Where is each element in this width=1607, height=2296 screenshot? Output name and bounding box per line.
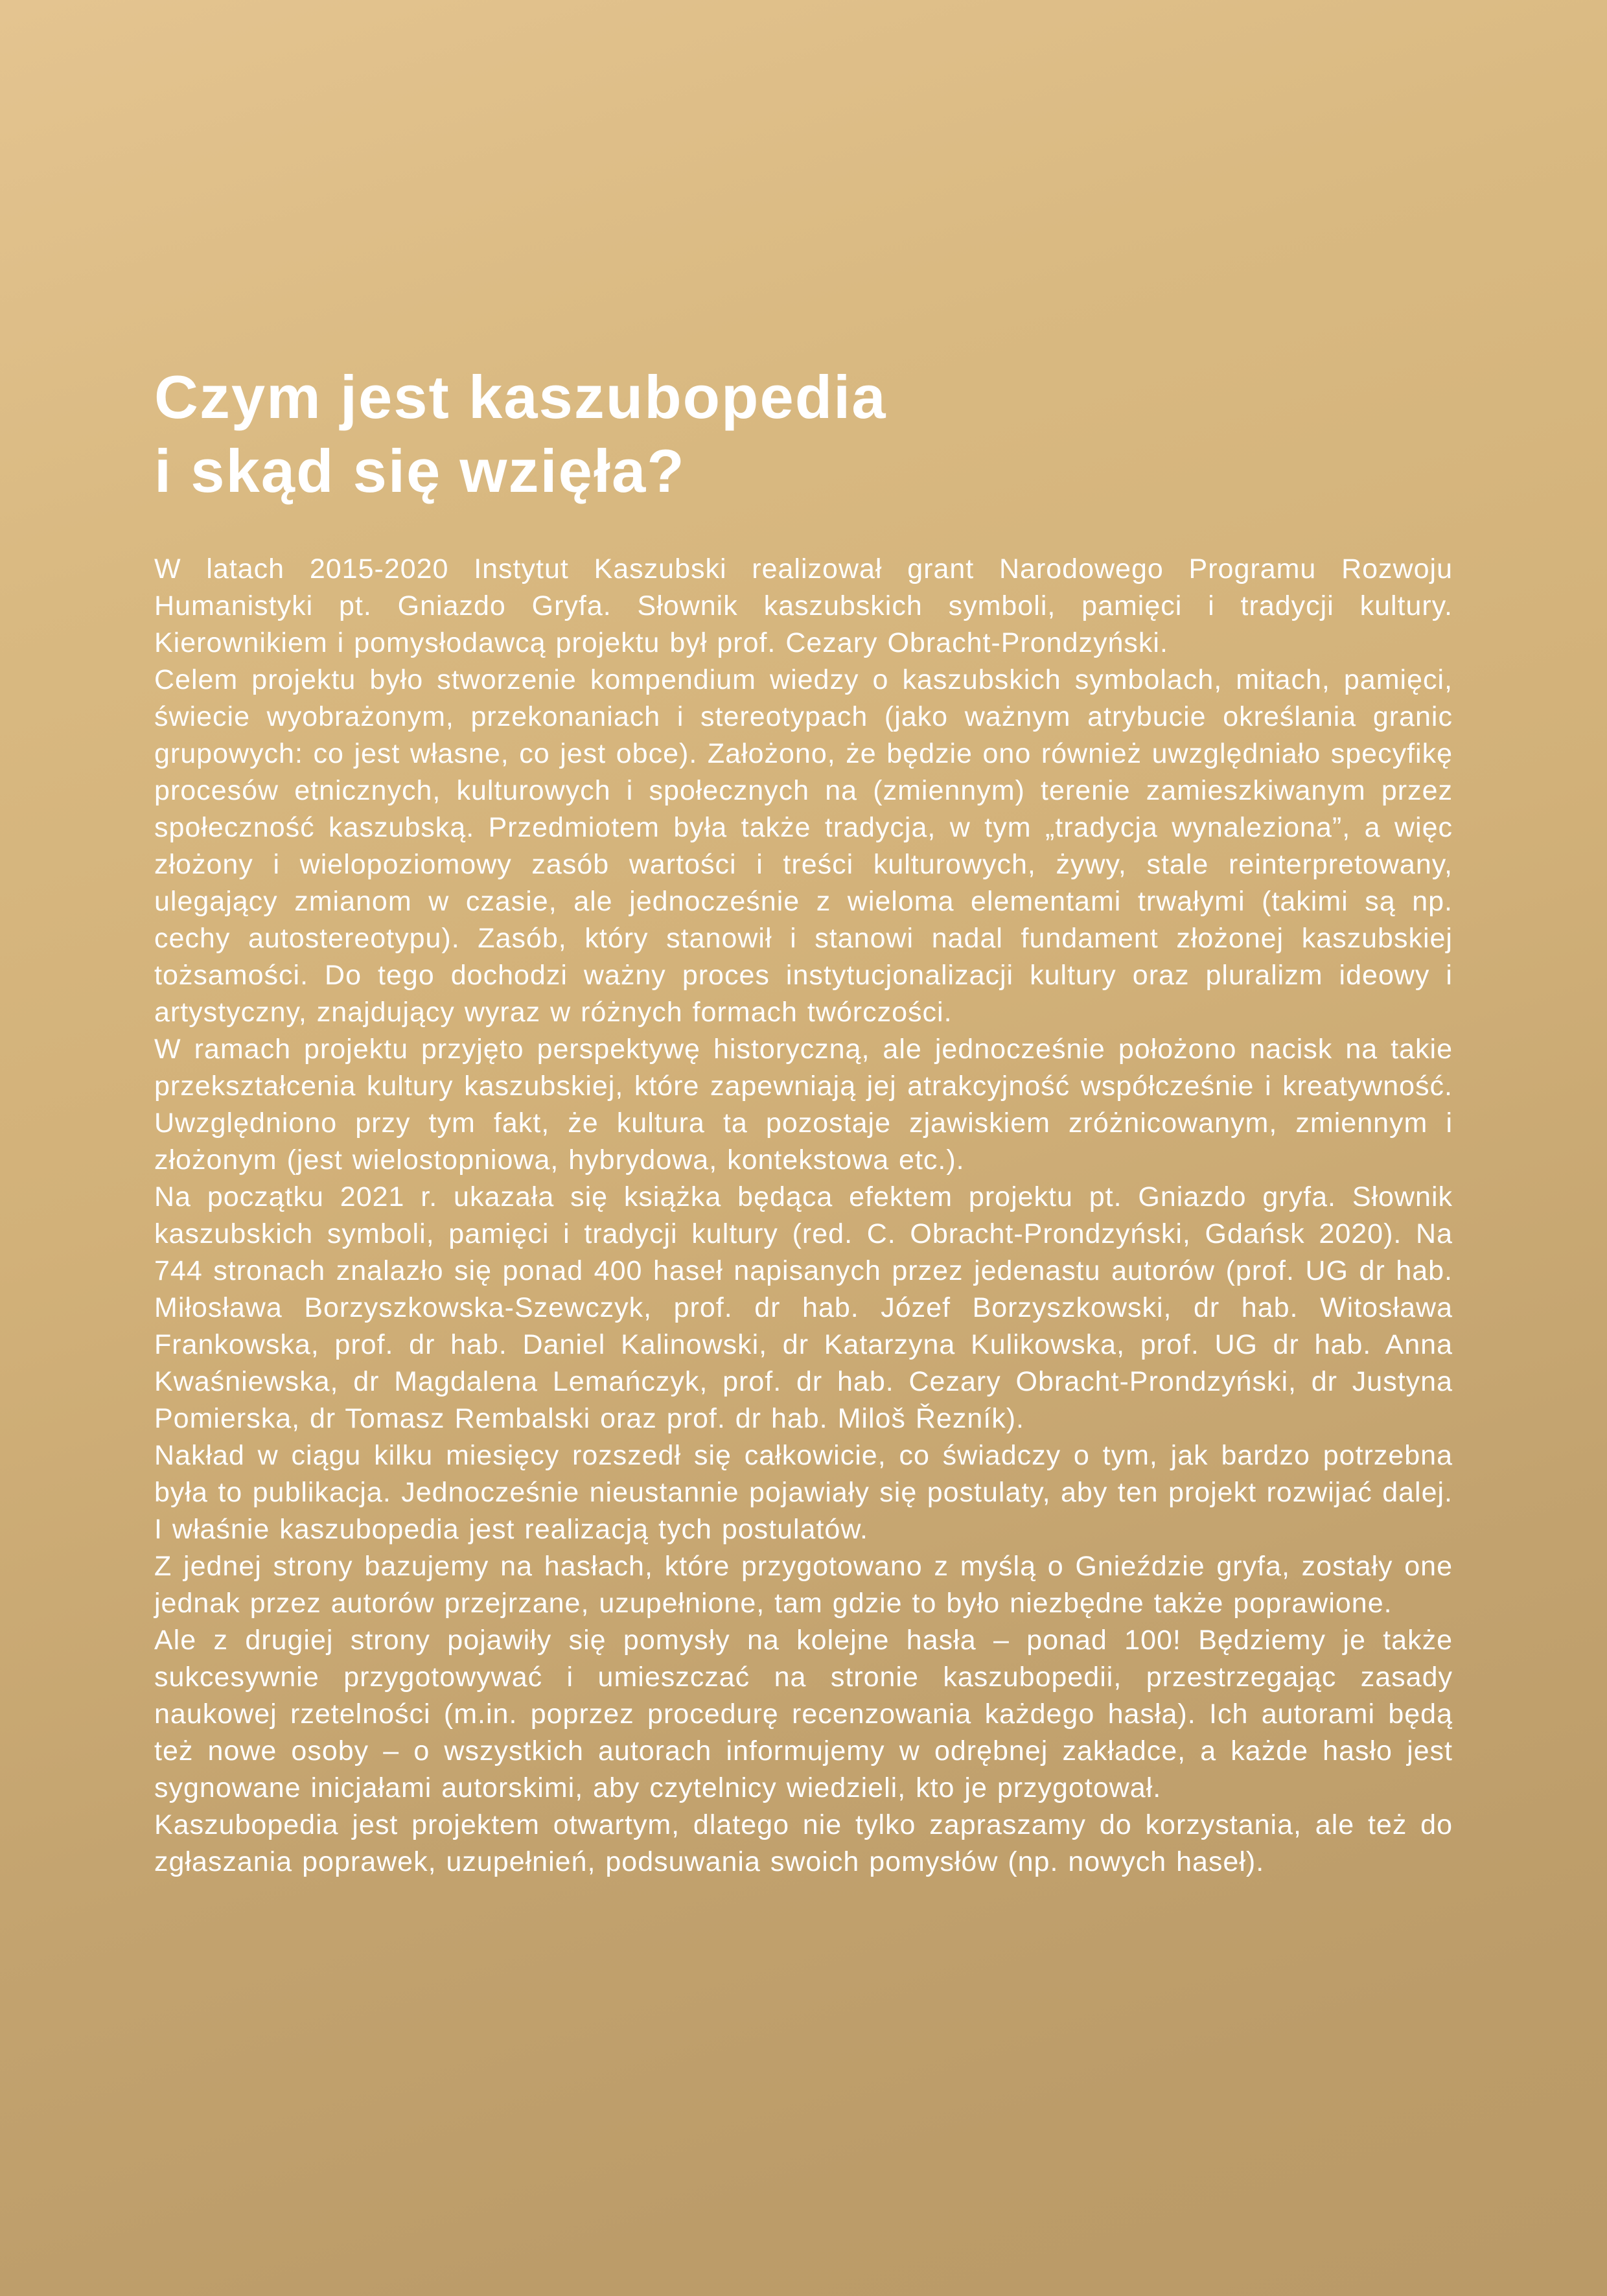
page-title-line-2: i skąd się wzięła? [154,437,686,505]
body-paragraph: W ramach projektu przyjęto perspektywę historyczną, ale jednocześnie położono nacisk na takie przekształcenia kultury kaszubskiej, które zapewniają jej atrakcyjność współcześnie i kreatywność. Uwzględniono przy tym fakt, że kultura ta pozostaje zjawiskiem zróżnicowanym, zmiennym i złożonym (jest wielostopniowa, hybrydowa, kontekstowa etc.). [154,1034,1453,1176]
page-title [154,360,1453,508]
body-paragraph: Ale z drugiej strony pojawiły się pomysły na kolejne hasła – ponad 100! Będziemy je także sukcesywnie przygotowywać i umieszczać na stronie kaszubopedii, przestrzegając zasady naukowej rzetelności (m.in. poprzez procedurę recenzowania każdego hasła). Ich autorami będą też nowe osoby – o wszystkich autorach informujemy w odrębnej zakładce, a każde hasło jest sygnowane inicjałami autorskimi, aby czytelnicy wiedzieli, kto je przygotował. [154,1625,1453,1803]
body-paragraph: Kaszubopedia jest projektem otwartym, dlatego nie tylko zapraszamy do korzystania, ale też do zgłaszania poprawek, uzupełnień, podsuwania swoich pomysłów (np. nowych haseł). [154,1809,1453,1877]
article-body [154,551,1453,1881]
page-title-line-1: Czym jest kaszubopedia [154,363,887,431]
body-paragraph: Nakład w ciągu kilku miesięcy rozszedł się całkowicie, co świadczy o tym, jak bardzo potrzebna była to publikacja. Jednocześnie nieustannie pojawiały się postulaty, aby ten projekt rozwijać dalej. I właśnie kaszubopedia jest realizacją tych postulatów. [154,1440,1453,1545]
body-paragraph: Z jednej strony bazujemy na hasłach, które przygotowano z myślą o Gnieździe gryfa, zostały one jednak przez autorów przejrzane, uzupełnione, tam gdzie to było niezbędne także poprawione. [154,1551,1453,1619]
body-paragraph: Celem projektu było stworzenie kompendium wiedzy o kaszubskich symbolach, mitach, pamięci, świecie wyobrażonym, przekonaniach i stereotypach (jako ważnym atrybucie określania granic grupowych: co jest własne, co jest obce). Założono, że będzie ono również uwzględniało specyfikę procesów etnicznych, kulturowych i społecznych na (zmiennym) terenie zamieszkiwanym przez społeczność kaszubską. Przedmiotem była także tradycja, w tym „tradycja wynaleziona”, a więc złożony i wielopoziomowy zasób wartości i treści kulturowych, żywy, stale reinterpretowany, ulegający zmianom w czasie, ale jednocześnie z wieloma elementami trwałymi (takimi są np. cechy autostereotypu). Zasób, który stanowił i stanowi nadal fundament złożonej kaszubskiej tożsamości. Do tego dochodzi ważny proces instytucjonalizacji kultury oraz pluralizm ideowy i artystyczny, znajdujący wyraz w różnych formach twórczości. [154,664,1453,1028]
body-paragraph: Na początku 2021 r. ukazała się książka będąca efektem projektu pt. Gniazdo gryfa. Słownik kaszubskich symboli, pamięci i tradycji kultury (red. C. Obracht-Prondzyński, Gdańsk 2020). Na 744 stronach znalazło się ponad 400 haseł napisanych przez jedenastu autorów (prof. UG dr hab. Miłosława Borzyszkowska-Szewczyk, prof. dr hab. Józef Borzyszkowski, dr hab. Witosława Frankowska, prof. dr hab. Daniel Kalinowski, dr Katarzyna Kulikowska, prof. UG dr hab. Anna Kwaśniewska, dr Magdalena Lemańczyk, prof. dr hab. Cezary Obracht-Prondzyński, dr Justyna Pomierska, dr Tomasz Rembalski oraz prof. dr hab. Miloš Řezník). [154,1181,1453,1434]
body-paragraph: W latach 2015-2020 Instytut Kaszubski realizował grant Narodowego Programu Rozwoju Humanistyki pt. Gniazdo Gryfa. Słownik kaszubskich symboli, pamięci i tradycji kultury. Kierownikiem i pomysłodawcą projektu był prof. Cezary Obracht-Prondzyński. [154,553,1453,658]
